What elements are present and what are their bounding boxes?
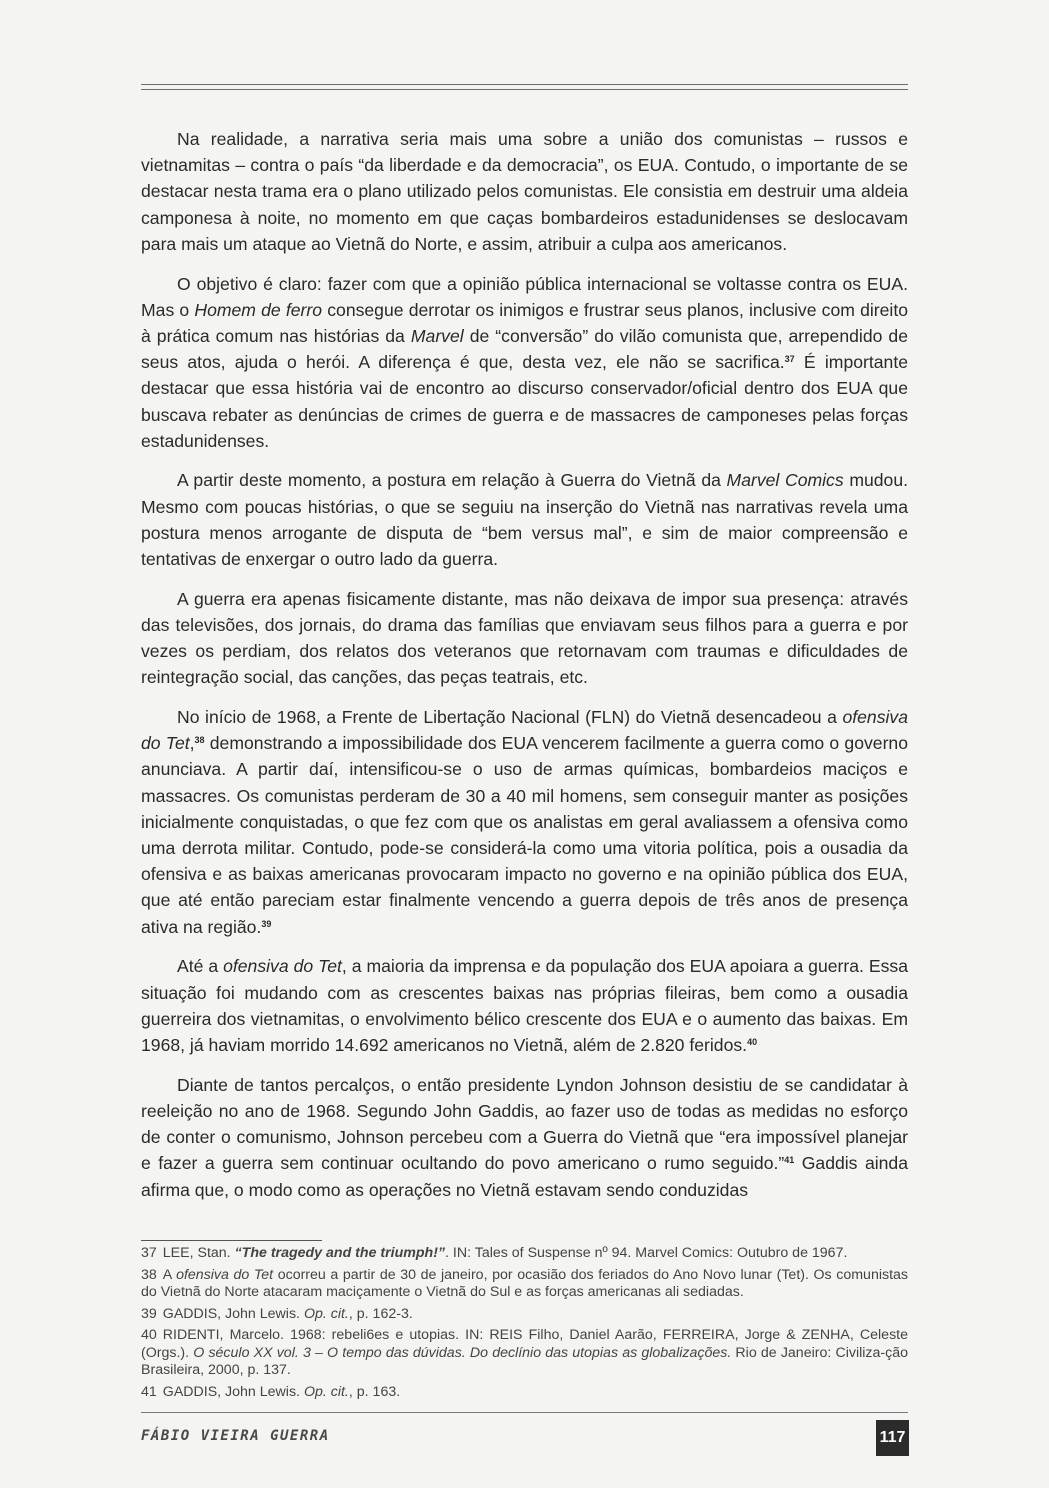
page-number: 117 (876, 1420, 909, 1456)
paragraph-text: mudou. Mesmo com poucas histórias, o que se seguiu na inserção do Vietnã nas narrativas revela uma postura menos arrogante de disputa de “bem versus mal”, e sim de maior compreensão e tentativas de enxergar o outro lado da guerra. (141, 470, 908, 570)
paragraph-text: Diante de tantos percalços, o então presidente Lyndon Johnson desistiu de se candidatar à reeleição no ano de 1968. Segundo John Gaddis, ao fazer uso de todas as medidas no esforço de conter o comunismo, Johnson percebeu com a Guerra do Vietnã que “era impossível planejar e fazer a guerra sem continuar ocultando do povo americano o rumo seguido.” (141, 1074, 908, 1174)
footnote-ref[interactable]: 37 (784, 354, 795, 365)
footnote-text: ocorreu a partir de 30 de janeiro, por ocasião dos feriados do Ano Novo lunar (Tet). Os comunistas do Vietnã do Norte atacaram maciçamente o Vietnã do Sul e as forças americanas ali sediadas. (141, 1266, 909, 1300)
header-rule (141, 84, 908, 90)
footnotes (141, 1245, 908, 1405)
footnote-title: “The tragedy and the triumph!” (234, 1245, 446, 1261)
footnote-text: LEE, Stan. (162, 1245, 235, 1261)
footnote-text: RIDENTI, Marcelo. 1968: rebeli6es e utopias. IN: REIS Filho, Daniel Aarão, FERREIRA, Jorge & ZENHA, Celeste (Orgs.). (141, 1327, 908, 1361)
footnote-ref[interactable]: 39 (261, 918, 272, 929)
footnote-title: O século XX vol. 3 – O tempo das dúvidas. Do declínio das utopias as globalizações. (193, 1344, 732, 1361)
footnote-separator (141, 1240, 322, 1241)
footnote-40 (141, 1327, 908, 1380)
footnote-37 (141, 1245, 908, 1263)
footnote-number: 41 (141, 1383, 157, 1400)
paragraph-text: consegue derrotar os inimigos e frustrar seus planos, inclusive com direito à prática comum nas histórias da (141, 299, 908, 346)
footnote-text: GADDIS, John Lewis. (162, 1383, 304, 1400)
paragraph-text: É importante destacar que essa história vai de encontro ao discurso conservador/oficial dentro dos EUA que buscava rebater as denúncias de crimes de guerra e de massacres de camponeses pelas forças estadunidenses. (141, 352, 908, 451)
paragraph-text: Na realidade, a narrativa seria mais uma sobre a união dos comunistas – russos e vietnamitas – contra o país “da liberdade e da democracia”, os EUA. Contudo, o importante de se destacar nesta trama era o plano utilizado pelos comunistas. Ele consistia em destruir uma aldeia camponesa à noite, no momento em que caças bombardeiros estadunidenses se deslocavam para mais um ataque ao Vietnã do Norte, e assim, atribuir a culpa aos americanos. (141, 129, 908, 254)
italic-title: ofensiva do Tet (223, 956, 342, 977)
paragraph-text: A partir deste momento, a postura em relação à Guerra do Vietnã da (177, 470, 727, 491)
footnote-ref[interactable]: 40 (747, 1037, 758, 1047)
footnote-38 (141, 1267, 908, 1302)
paragraph-text: , a maioria da imprensa e da população dos EUA apoiara a guerra. Essa situação foi mudando com as crescentes baixas nas próprias fileiras, bem como a ousadia guerreira dos vietnamitas, o envolvimento bélico crescente dos EUA e o aumento das baixas. Em 1968, já haviam morrido 14.692 americanos no Vietnã, além de 2.820 feridos. (141, 956, 908, 1055)
italic-title: Homem de ferro (194, 299, 323, 320)
paragraph-text: A guerra era apenas fisicamente distante, mas não deixava de impor sua presença: através das televisões, dos jornais, do drama das famílias que enviavam seus filhos para a guerra e por vezes os perdiam, dos relatos dos veteranos que retornavam com traumas e dificuldades de reintegração social, das canções, das peças teatrais, etc. (141, 588, 908, 688)
paragraph-5 (141, 704, 908, 940)
footnote-title: Op. cit. (303, 1383, 349, 1400)
footnote-title: Op. cit. (303, 1305, 349, 1322)
footnote-ref[interactable]: 41 (784, 1155, 795, 1166)
paragraph-text: O objetivo é claro: fazer com que a opinião pública internacional se voltasse contra os EUA. Mas o (141, 273, 908, 320)
footnote-text: Rio de Janeiro: Civiliza-ção Brasileira, 2000, p. 137. (141, 1344, 908, 1378)
footnote-39 (141, 1306, 908, 1324)
footnote-number: 37 (141, 1245, 157, 1261)
footnote-text: . IN: Tales of Suspense nº 94. Marvel Comics: Outubro de 1967. (445, 1245, 848, 1261)
paragraph-text: No início de 1968, a Frente de Libertação Nacional (FLN) do Vietnã desencadeou a (177, 707, 843, 728)
italic-title: Marvel Comics (726, 470, 844, 491)
paragraph-7 (141, 1072, 908, 1203)
paragraph-4 (141, 586, 908, 691)
footnote-text: A (162, 1266, 177, 1283)
paragraph-6 (141, 953, 908, 1058)
footnote-41 (141, 1384, 908, 1402)
footnote-ref[interactable]: 38 (194, 735, 205, 746)
footnote-text: , p. 163. (348, 1383, 401, 1400)
paragraph-3 (141, 467, 908, 572)
footnote-number: 40 (141, 1327, 157, 1343)
paragraph-text: , (189, 733, 195, 754)
paragraph-1 (141, 126, 908, 257)
paragraph-text: Gaddis ainda afirma que, o modo como as operações no Vietnã estavam sendo conduzidas (141, 1153, 908, 1200)
italic-title: ofensiva do Tet (141, 707, 908, 754)
footnote-text: , p. 162-3. (348, 1305, 413, 1322)
footnote-number: 38 (141, 1266, 157, 1283)
footnote-text: GADDIS, John Lewis. (162, 1305, 304, 1322)
footer-rule (141, 1412, 908, 1413)
italic-title: Marvel (410, 325, 464, 346)
paragraph-2 (141, 271, 908, 454)
footnote-title: ofensiva do Tet (176, 1266, 274, 1283)
paragraph-text: de “conversão” do vilão comunista que, arrependido de seus atos, ajuda o herói. A diferença é que, desta vez, ele não se sacrifica. (141, 325, 908, 373)
paragraph-text: demonstrando a impossibilidade dos EUA vencerem facilmente a guerra como o governo anunciava. A partir daí, intensificou-se o uso de armas químicas, bombardeios maciços e massacres. Os comunistas perderam de 30 a 40 mil homens, sem conseguir manter as posições inicialmente conquistadas, o que fez com que os analistas em geral avaliassem a ofensiva como uma derrota militar. Contudo, pode-se considerá-la como uma vitoria política, pois a ousadia da ofensiva e as baixas americanas provocaram impacto no governo e na opinião pública dos EUA, que até então pareciam estar finalmente vencendo a guerra depois de três anos de presença ativa na região. (141, 733, 908, 937)
paragraph-text: Até a (177, 956, 224, 977)
body-text (141, 126, 908, 1203)
author-name: FÁBIO VIEIRA GUERRA (141, 1428, 330, 1444)
footnote-number: 39 (141, 1305, 157, 1322)
